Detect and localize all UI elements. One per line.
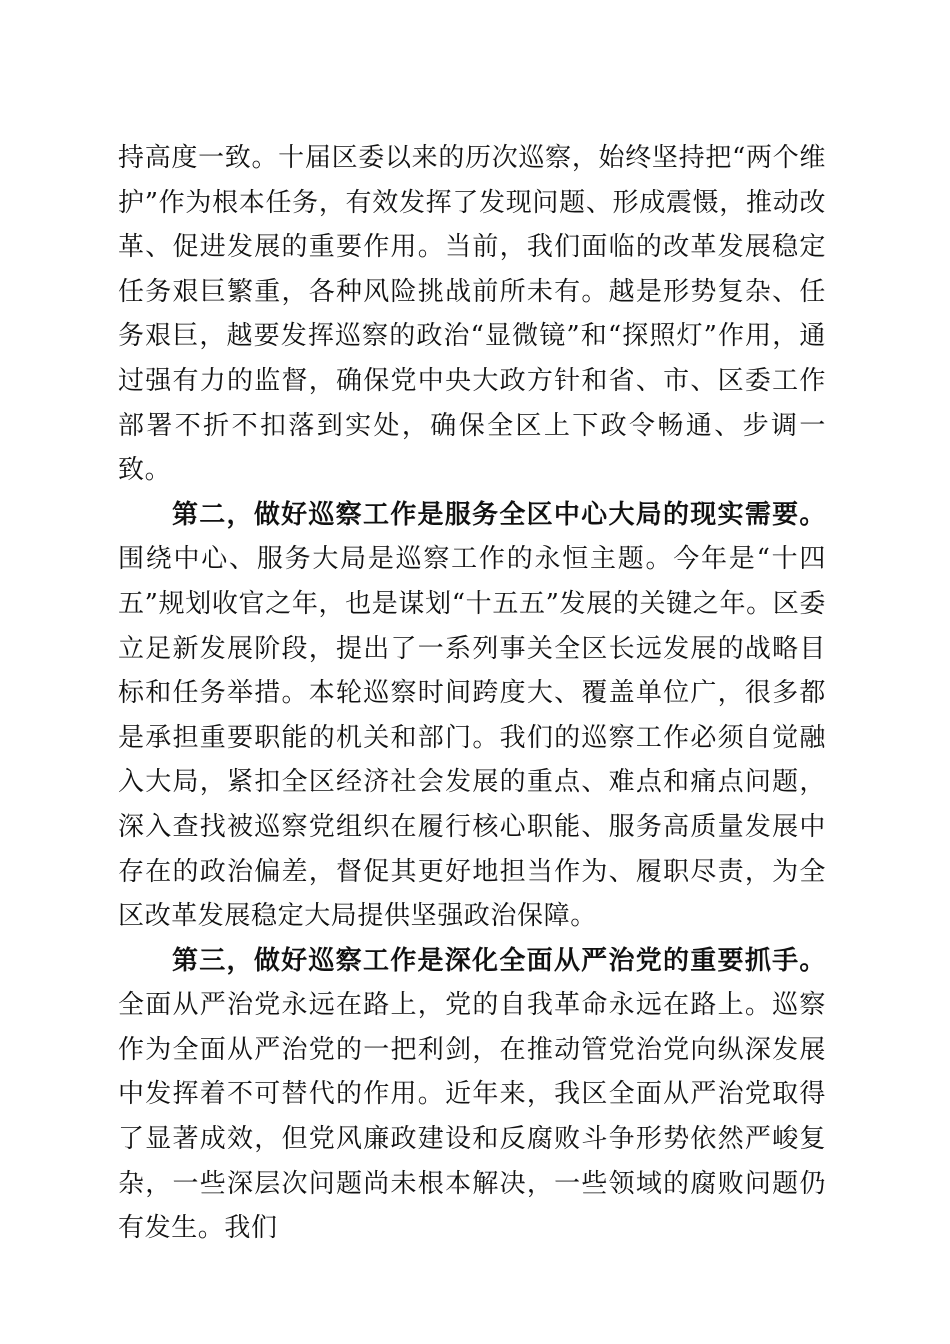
paragraph-text: 全面从严治党永远在路上，党的自我革命永远在路上。巡察作为全面从严治党的一把利剑，在推动管党治党向纵深发展中发挥着不可替代的作用。近年来，我区全面从严治党取得了显著成效，但党风廉政建设和反腐败斗争形势依然严峻复杂，一些深层次问题尚未根本解决，一些领域的腐败问题仍有发生。我们 [118, 990, 826, 1244]
paragraph-text: 持高度一致。十届区委以来的历次巡察，始终坚持把“两个维护”作为根本任务，有效发挥了发现问题、形成震慑，推动改革、促进发展的重要作用。当前，我们面临的改革发展稳定任务艰巨繁重，各种风险挑战前所未有。越是形势复杂、任务艰巨，越要发挥巡察的政治“显微镜”和“探照灯”作用，通过强有力的监督，确保党中央大政方针和省、市、区委工作部署不折不扣落到实处，确保全区上下政令畅通、步调一致。 [118, 143, 826, 486]
paragraph-second-point [118, 493, 826, 939]
paragraph-continuation [118, 136, 826, 493]
paragraph-lead-sentence: 第三，做好巡察工作是深化全面从严治党的重要抓手。 [172, 945, 826, 976]
paragraph-text: 围绕中心、服务大局是巡察工作的永恒主题。今年是“十四五”规划收官之年，也是谋划“十五五”发展的关键之年。区委立足新发展阶段，提出了一系列事关全区长远发展的战略目标和任务举措。本轮巡察时间跨度大、覆盖单位广，很多都是承担重要职能的机关和部门。我们的巡察工作必须自觉融入大局，紧扣全区经济社会发展的重点、难点和痛点问题，深入查找被巡察党组织在履行核心职能、服务高质量发展中存在的政治偏差，督促其更好地担当作为、履职尽责，为全区改革发展稳定大局提供坚强政治保障。 [118, 544, 826, 932]
document-body [118, 136, 826, 1251]
paragraph-lead-sentence: 第二，做好巡察工作是服务全区中心大局的现实需要。 [172, 499, 826, 530]
paragraph-third-point [118, 939, 826, 1251]
